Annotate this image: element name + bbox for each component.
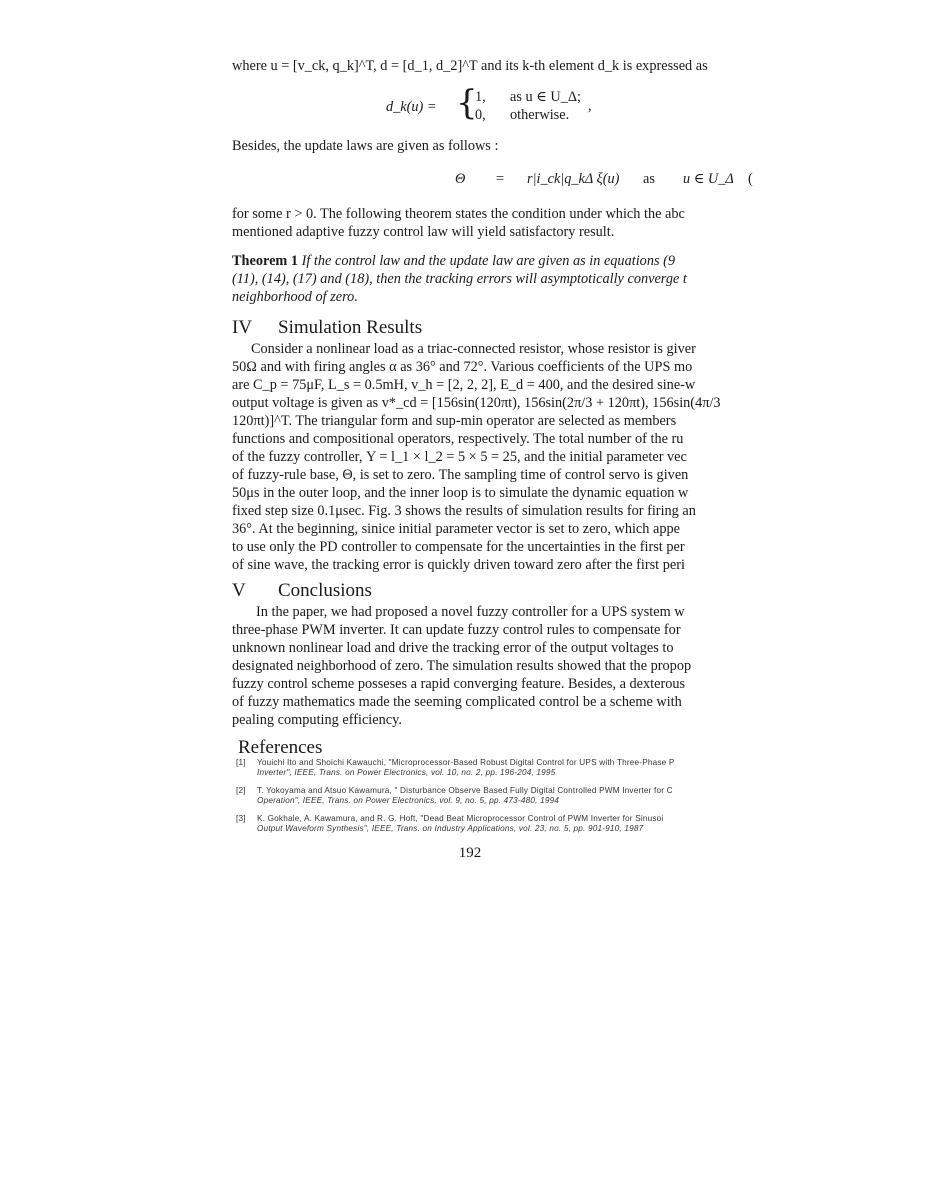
reference-3-line-2: Output Waveform Synthesis", IEEE, Trans. on Industry Applications, vol. 23, no. 5, pp. 901-910, 1987 <box>257 824 644 833</box>
section-4-title: Simulation Results <box>278 317 423 338</box>
reference-number-1: [1] <box>236 758 246 767</box>
reference-item-1 <box>236 757 769 781</box>
reference-item-2 <box>236 785 769 809</box>
section-4-line-9: 50μs in the outer loop, and the inner loop is to simulate the dynamic equation w <box>232 485 689 501</box>
page-number: 192 <box>458 845 482 861</box>
section-5-heading <box>232 580 372 602</box>
section-5-line-2: three-phase PWM inverter. It can update fuzzy control rules to compensate for <box>232 622 681 638</box>
equation-dk-case1-cond: as u ∈ U_Δ; <box>510 89 582 105</box>
theorem-text-1: If the control law and the update law are given as in equations (9 <box>301 253 676 269</box>
section-4-number: IV <box>232 317 253 338</box>
equation-theta-cond: u ∈ U_Δ <box>683 171 734 187</box>
reference-1-line-1: Youichi Ito and Shoichi Kawauchi, "Microprocessor-Based Robust Digital Control for UPS with Three-Phase P <box>257 758 675 767</box>
equation-dk-case2-cond: otherwise. <box>510 107 570 123</box>
equation-theta-number: ( <box>748 171 753 187</box>
theorem-label: Theorem 1 <box>232 253 299 269</box>
reference-2-line-1: T. Yokoyama and Atsuo Kawamura, " Disturbance Observe Based Fully Digital Controlled PWM Inverter for C <box>257 786 673 795</box>
reference-number-3: [3] <box>236 814 246 823</box>
equation-dk-case2-value: 0, <box>475 107 486 123</box>
section-5-line-6: of fuzzy mathematics made the seeming complicated control be a scheme with <box>232 694 682 710</box>
section-4-line-3: are C_p = 75μF, L_s = 0.5mH, v_h = [2, 2, 2], E_d = 400, and the desired sine-w <box>232 377 696 393</box>
reference-1-line-2: Inverter", IEEE, Trans. on Power Electronics, vol. 10, no. 2, pp. 196-204, 1995 <box>257 768 556 777</box>
after-eq-line-2: mentioned adaptive fuzzy control law will yield satisfactory result. <box>232 224 615 240</box>
reference-item-3 <box>236 813 769 837</box>
section-5-line-1: In the paper, we had proposed a novel fuzzy controller for a UPS system w <box>256 604 685 620</box>
section-4-line-12: to use only the PD controller to compensate for the uncertainties in the first per <box>232 539 685 555</box>
section-5-line-4: designated neighborhood of zero. The simulation results showed that the propop <box>232 658 692 674</box>
section-4-line-2: 50Ω and with firing angles α as 36° and 72°. Various coefficients of the UPS mo <box>232 359 693 375</box>
section-4-line-4: output voltage is given as v*_cd = [156sin(120πt), 156sin(2π/3 + 120πt), 156sin(4π/3 <box>232 395 721 411</box>
theorem-line-1 <box>232 252 768 270</box>
reference-3-line-1: K. Gokhale, A. Kawamura, and R. G. Hoft, "Dead Beat Microprocessor Control of PWM Inverter for Sinusoi <box>257 814 664 823</box>
section-4-line-11: 36°. At the beginning, sinice initial parameter vector is set to zero, which appe <box>232 521 680 537</box>
after-eq-line-1: for some r > 0. The following theorem states the condition under which the abc <box>232 206 685 222</box>
equation-dk-trailing: , <box>588 98 592 114</box>
section-4-line-10: fixed step size 0.1μsec. Fig. 3 shows the results of simulation results for firing an <box>232 503 696 519</box>
equation-theta-rhs: r|i_ck|q_kΔ ξ(u) <box>527 171 620 187</box>
section-5-line-5: fuzzy control scheme posseses a rapid converging feature. Besides, a dexterous <box>232 676 686 692</box>
section-4-line-6: functions and compositional operators, respectively. The total number of the ru <box>232 431 684 447</box>
update-intro: Besides, the update laws are given as follows : <box>232 138 499 154</box>
equation-theta-eq: = <box>496 171 505 187</box>
section-4-line-7: of the fuzzy controller, Υ = l_1 × l_2 = 5 × 5 = 25, and the initial parameter vec <box>232 449 687 465</box>
section-5-number: V <box>232 580 246 601</box>
intro-line: where u = [v_ck, q_k]^T, d = [d_1, d_2]^T and its k-th element d_k is expressed as <box>232 58 708 74</box>
equation-dk-case1-value: 1, <box>475 89 486 105</box>
section-4-heading <box>232 317 422 339</box>
section-4-line-1: Consider a nonlinear load as a triac-connected resistor, whose resistor is giver <box>251 341 696 357</box>
section-4-line-8: of fuzzy-rule base, Θ, is set to zero. The sampling time of control servo is given <box>232 467 689 483</box>
equation-theta-as: as <box>643 171 655 187</box>
equation-dk-lhs: d_k(u) = <box>386 99 437 115</box>
section-5-line-7: pealing computing efficiency. <box>232 712 402 728</box>
equation-dk-brace: { <box>456 86 478 120</box>
section-4-line-13: of sine wave, the tracking error is quickly driven toward zero after the first peri <box>232 557 685 573</box>
reference-number-2: [2] <box>236 786 246 795</box>
section-4-line-5: 120πt)]^T. The triangular form and sup-min operator are selected as members <box>232 413 677 429</box>
theorem-text-2: (11), (14), (17) and (18), then the tracking errors will asymptotically converge t <box>232 271 687 287</box>
section-5-title: Conclusions <box>278 580 372 601</box>
section-5-line-3: unknown nonlinear load and drive the tracking error of the output voltages to <box>232 640 674 656</box>
equation-theta-lhs: Θ̇ <box>455 171 466 187</box>
theorem-text-3: neighborhood of zero. <box>232 289 358 305</box>
references-heading: References <box>238 737 323 758</box>
reference-2-line-2: Operation", IEEE, Trans. on Power Electronics, vol. 9, no. 5, pp. 473-480, 1994 <box>257 796 560 805</box>
